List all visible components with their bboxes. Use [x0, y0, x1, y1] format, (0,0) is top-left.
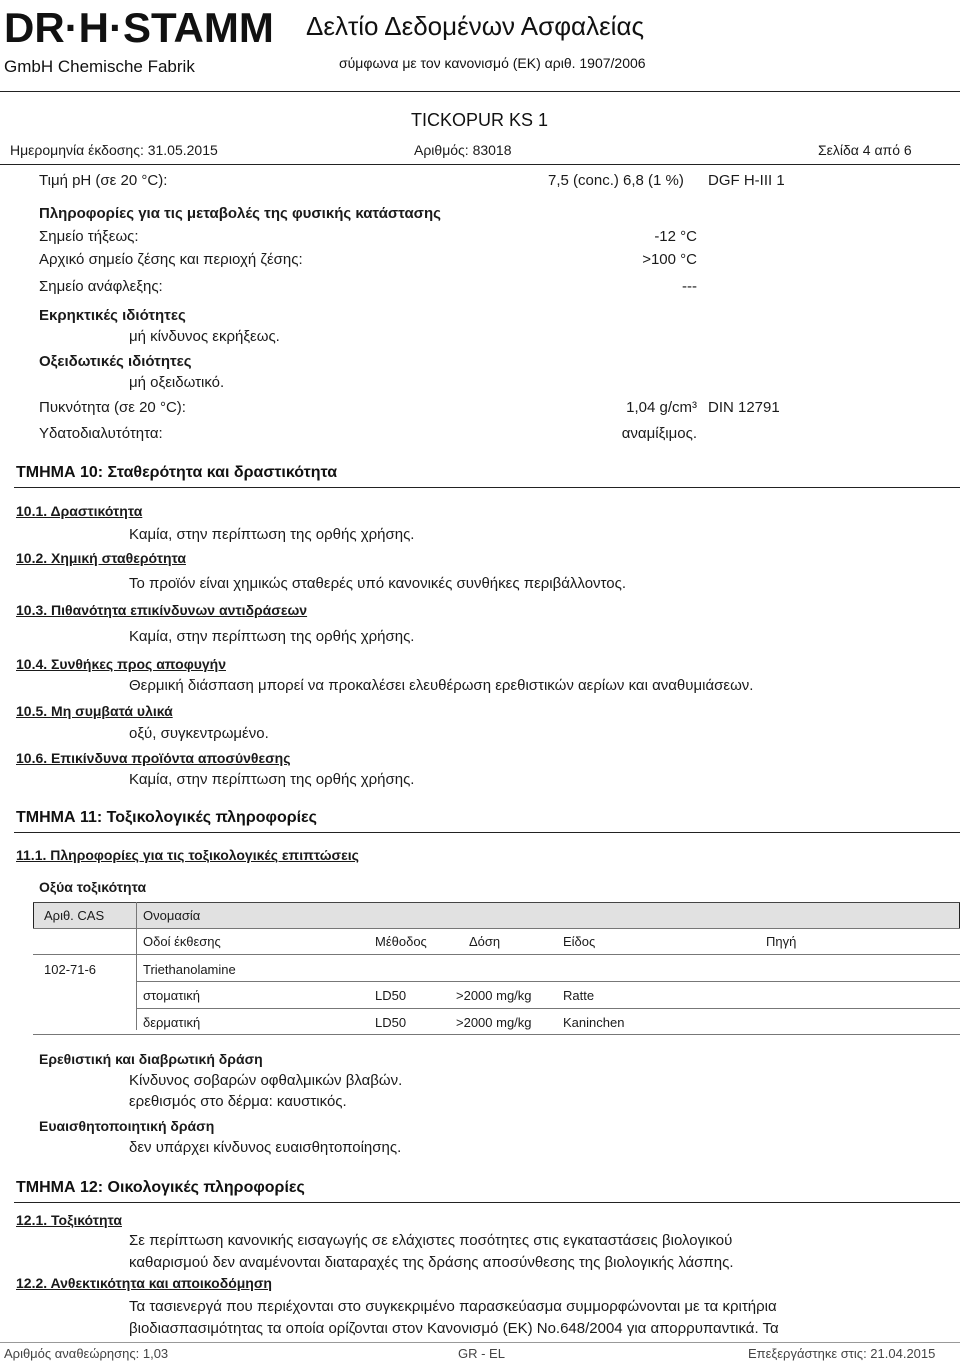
section-10-4-text: Θερμική διάσπαση μπορεί να προκαλέσει ελευθέρωση ερεθιστικών αερίων και αναθυμιάσεων. [129, 677, 754, 694]
section-10-6-text: Καμία, στην περίπτωση της ορθής χρήσης. [129, 771, 415, 788]
tox-route: δερματική [143, 1015, 201, 1030]
tox-route: στοματική [143, 988, 200, 1003]
tox-dose: >2000 mg/kg [456, 988, 532, 1003]
tox-col-species: Είδος [563, 934, 596, 949]
explosive-text: μή κίνδυνος εκρήξεως. [129, 328, 280, 345]
footer-processed-date: Επεξεργάστηκε στις: 21.04.2015 [748, 1346, 936, 1361]
footer-revision: Αριθμός αναθεώρησης: 1,03 [4, 1346, 169, 1361]
section-12-title: ΤΜΗΜΑ 12: Οικολογικές πληροφορίες [16, 1179, 305, 1196]
tox-dose: >2000 mg/kg [456, 1015, 532, 1030]
sensitizing-text: δεν υπάρχει κίνδυνος ευαισθητοποίησης. [129, 1139, 402, 1156]
tox-table-header-divider [33, 928, 960, 929]
section-11-rule [14, 832, 960, 833]
tox-method: LD50 [375, 988, 407, 1003]
density-value: 1,04 g/cm³ [626, 399, 697, 416]
tox-table-left-border [33, 902, 34, 929]
solubility-value: αναμίξιμος. [621, 425, 697, 442]
section-10-2-title: 10.2. Χημική σταθερότητα [16, 550, 186, 566]
section-10-3-title: 10.3. Πιθανότητα επικίνδυνων αντιδράσεων [16, 602, 308, 618]
ph-method: DGF H-III 1 [708, 172, 785, 189]
section-10-6-title: 10.6. Επικίνδυνα προϊόντα αποσύνθεσης [16, 750, 291, 766]
document-number: Αριθμός: 83018 [414, 142, 512, 158]
tox-method: LD50 [375, 1015, 407, 1030]
section-10-5-title: 10.5. Μη συμβατά υλικά [16, 703, 173, 719]
footer-rule [0, 1342, 960, 1343]
company-subtitle: GmbH Chemische Fabrik [4, 57, 195, 76]
ph-value: 7,5 (conc.) 6,8 (1 %) [548, 172, 684, 189]
section-10-2-text: Το προϊόν είναι χημικώς σταθερές υπό κανονικές συνθήκες περιβάλλοντος. [129, 575, 626, 592]
tox-cas-number: 102-71-6 [44, 962, 97, 977]
acute-toxicity-heading: Οξύα τοξικότητα [39, 879, 147, 895]
tox-col-source: Πηγή [766, 934, 797, 949]
section-11-1-title: 11.1. Πληροφορίες για τις τοξικολογικές επιπτώσεις [16, 847, 359, 863]
footer-language: GR - EL [458, 1346, 505, 1361]
tox-species: Kaninchen [563, 1015, 625, 1030]
section-10-5-text: οξύ, συγκεντρωμένο. [129, 725, 269, 742]
tox-table-bottom-border [33, 1034, 960, 1035]
section-10-1-title: 10.1. Δραστικότητα [16, 503, 143, 519]
tox-col-dose: Δόση [469, 934, 501, 949]
irritation-line-1: Κίνδυνος σοβαρών οφθαλμικών βλαβών. [129, 1072, 403, 1089]
section-12-2-title: 12.2. Ανθεκτικότητα και αποικοδόμηση [16, 1275, 272, 1291]
section-12-1-title: 12.1. Τοξικότητα [16, 1212, 122, 1228]
tox-substance-name: Triethanolamine [143, 962, 236, 977]
tox-col-cas: Αριθ. CAS [44, 908, 105, 923]
header-bottom-rule [0, 164, 960, 165]
irritation-line-2: ερεθισμός στο δέρμα: καυστικός. [129, 1093, 347, 1110]
melting-point-value: -12 °C [654, 228, 697, 245]
section-10-title: ΤΜΗΜΑ 10: Σταθερότητα και δραστικότητα [16, 464, 338, 481]
section-12-1-line-1: Σε περίπτωση κανονικής εισαγωγής σε ελάχιστες ποσότητες στις εγκαταστάσεις βιολογικού [129, 1232, 733, 1249]
sensitizing-heading: Ευαισθητοποιητική δράση [39, 1118, 215, 1134]
section-10-4-title: 10.4. Συνθήκες προς αποφυγήν [16, 656, 226, 672]
tox-col-name: Ονομασία [143, 908, 201, 923]
document-subtitle: σύμφωνα με τον κανονισμό (ΕΚ) αριθ. 1907/2006 [339, 55, 646, 71]
section-12-rule [14, 1202, 960, 1203]
flash-point-label: Σημείο ανάφλεξης: [39, 278, 163, 295]
boiling-point-value: >100 °C [642, 251, 697, 268]
flash-point-value: --- [682, 278, 697, 295]
section-10-1-text: Καμία, στην περίπτωση της ορθής χρήσης. [129, 526, 415, 543]
section-12-2-line-1: Τα τασιενεργά που περιέχονται στο συγκεκριμένο παρασκεύασμα συμμορφώνονται με τα κριτήρια [129, 1298, 777, 1315]
document-title: Δελτίο Δεδομένων Ασφαλείας [306, 11, 645, 41]
issue-date: Ημερομηνία έκδοσης: 31.05.2015 [10, 142, 218, 158]
density-method: DIN 12791 [708, 399, 780, 416]
explosive-heading: Εκρηκτικές ιδιότητες [39, 307, 186, 324]
tox-species: Ratte [563, 988, 595, 1003]
tox-col-route: Οδοί έκθεσης [143, 934, 221, 949]
tox-col-method: Μέθοδος [375, 934, 427, 949]
ph-label: Τιμή pH (σε 20 °C): [39, 172, 168, 189]
density-label: Πυκνότητα (σε 20 °C): [39, 399, 186, 416]
tox-table-row-divider [136, 1008, 960, 1009]
section-11-title: ΤΜΗΜΑ 11: Τοξικολογικές πληροφορίες [16, 809, 317, 826]
header-top-rule [0, 91, 960, 92]
section-10-3-text: Καμία, στην περίπτωση της ορθής χρήσης. [129, 628, 415, 645]
irritation-heading: Ερεθιστική και διαβρωτική δράση [39, 1051, 263, 1067]
section-12-2-line-2: βιοδιασπασιμότητας τα οποία ορίζονται στον Κανονισμό (ΕΚ) No.648/2004 για απορρυπαντικά. Τα [129, 1320, 779, 1337]
section-10-rule [14, 487, 960, 488]
section-12-1-line-2: καθαρισμού δεν αναμένονται διαταραχές της δράσης αποσύνθεσης της βιολογικής λάσπης. [129, 1254, 734, 1271]
product-name: TICKOPUR KS 1 [411, 110, 549, 130]
tox-table-top-border [33, 902, 960, 903]
solubility-label: Υδατοδιαλυτότητα: [39, 425, 163, 442]
tox-table-subheader-divider [33, 954, 960, 955]
company-logo: DR·H·STAMM [4, 4, 274, 51]
oxidizing-text: μή οξειδωτικό. [129, 374, 225, 391]
boiling-point-label: Αρχικό σημείο ζέσης και περιοχή ζέσης: [39, 251, 303, 268]
page-indicator: Σελίδα 4 από 6 [818, 142, 912, 158]
state-change-heading: Πληροφορίες για τις μεταβολές της φυσικής κατάστασης [39, 205, 441, 222]
melting-point-label: Σημείο τήξεως: [39, 228, 139, 245]
oxidizing-heading: Οξειδωτικές ιδιότητες [39, 353, 192, 370]
tox-table-col-divider [136, 902, 137, 1030]
tox-table-row-divider [136, 981, 960, 982]
